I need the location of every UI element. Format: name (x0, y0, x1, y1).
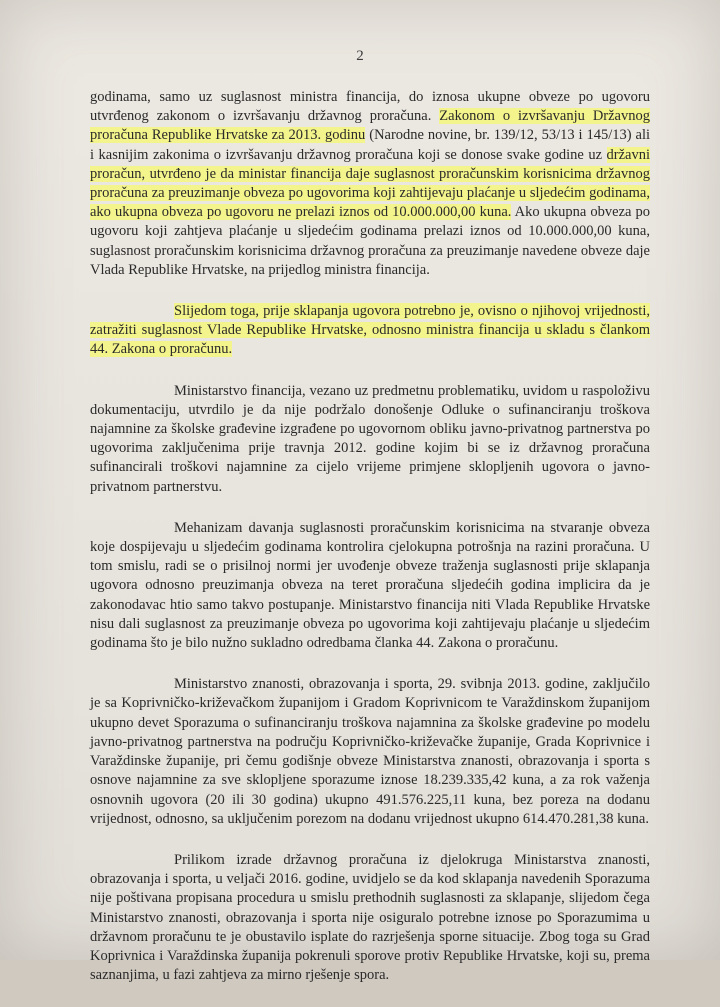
page-number: 2 (356, 48, 364, 64)
document-body (90, 88, 650, 1007)
highlighted-text: državni proračun, utvrđeno je da ministar financija daje suglasnost proračunskim korisnicima državnog proračuna za preuzimanje obveza po ugovorima koji zahtijevaju plaćanje u sljedećim godinama, ako ukupna obveza po ugovoru ne prelazi iznos od 10.000.000,00 kuna. (90, 146, 650, 221)
paragraph-text: Ako ukupna obveza po ugovoru koji zahtjeva plaćanje u sljedećim godinama prelazi iznos od 10.000.000,00 kuna, suglasnost proračunskim korisnicima državnog proračuna za preuzimanje navedene obveze daje Vlada Republike Hrvatske, na prijedlog ministra financija. (90, 204, 650, 278)
paragraph-ministry-science-agreements: Ministarstvo znanosti, obrazovanja i sporta, 29. svibnja 2013. godine, zaključilo je sa Koprivničko-križevačkom županijom i Gradom Koprivnicom te Varaždinskom županijom ukupno devet Sporazuma o sufinanciranju troškova najamnina za školske građevine po modelu javno-privatnog partnerstva na području Koprivničko-križevačke županije, Grada Koprivnice i Varaždinske županije, pri čemu godišnje obveze Ministarstva znanosti, obrazovanja i sporta s osnove najamnine za sve sklopljene sporazume iznose 18.239.335,42 kuna, a za rok važenja osnovnih ugovora (20 ili 30 godina) ukupno 491.576.225,11 kuna, bez poreza na dodanu vrijednost, odnosno, sa uključenim porezom na dodanu vrijednost ukupno 614.470.281,38 kuna. (90, 676, 650, 827)
highlighted-text: Zakonom o izvršavanju Državnog proračuna Republike Hrvatske za 2013. godinu (90, 108, 650, 144)
paragraph-ministry-finance: Ministarstvo financija, vezano uz predmetnu problematiku, uvidom u raspoloživu dokumentaciju, utvrdilo je da nije podržalo donošenje Odluke o sufinanciranju troškova najamnine za školske građevine izgrađene po ugovornom obliku javno-privatnog partnerstva po ugovorima zaključenima prije travnja 2012. godine kojim bi se iz državnog proračuna sufinancirali troškovi najamnine za cijelo vrijeme primjene sklopljenih ugovora o javno-privatnom partnerstvu. (90, 382, 650, 495)
paragraph-text: (Narodne novine, br. 139/12, 53/13 i 145/13) ali i kasnijim zakonima o izvršavanju državnog proračuna koji se donose svake godine uz (90, 127, 651, 163)
paragraph-consent-requirement (90, 302, 650, 360)
highlighted-text: Slijedom toga, prije sklapanja ugovora potrebno je, ovisno o njihovoj vrijednosti, zatražiti suglasnost Vlade Republike Hrvatske, odnosno ministra financija u skladu s člankom 44. Zakona o proračunu. (90, 303, 650, 358)
paragraph-budget-law (90, 88, 650, 280)
paragraph-budget-preparation: Prilikom izrade državnog proračuna iz djelokruga Ministarstva znanosti, obrazovanja i sporta, u veljači 2016. godine, uvidjelo se da kod sklapanja navedenih Sporazuma nije poštivana propisana procedura u smislu prethodnih suglasnosti za sklapanje, slijedom čega Ministarstvo znanosti, obrazovanja i sporta nije osiguralo potrebne iznose po Sporazumima u državnom proračunu te je obustavilo isplate do razrješenja sporne situacije. Zbog toga su Grad Koprivnica i Varaždinska županija pokrenuli sporove protiv Republike Hrvatske, koji su, prema saznanjima, u fazi zahtjeva za mirno rješenje spora. (90, 851, 650, 984)
paragraph-consent-mechanism: Mehanizam davanja suglasnosti proračunskim korisnicima na stvaranje obveza koje dospijevaju u sljedećim godinama kontrolira cjelokupna potrošnja na razini proračuna. U tom smislu, radi se o prisilnoj normi jer uvođenje obveze traženja suglasnosti prije sklapanja ugovora odnosno preuzimanja obveza na teret proračuna sljedećih godina implicira da je zakonodavac htio samo takvo postupanje. Ministarstvo financija niti Vlada Republike Hrvatske nisu dali suglasnost za preuzimanje obveza po ugovorima koji zahtijevaju plaćanje u sljedećim godinama što je bilo nužno sukladno odredbama članka 44. Zakona o proračunu. (90, 519, 650, 652)
paragraph-text: godinama, samo uz suglasnost ministra financija, do iznosa ukupne obveze po ugovoru utvrđenog zakonom o izvršavanju državnog proračuna. (90, 89, 650, 125)
